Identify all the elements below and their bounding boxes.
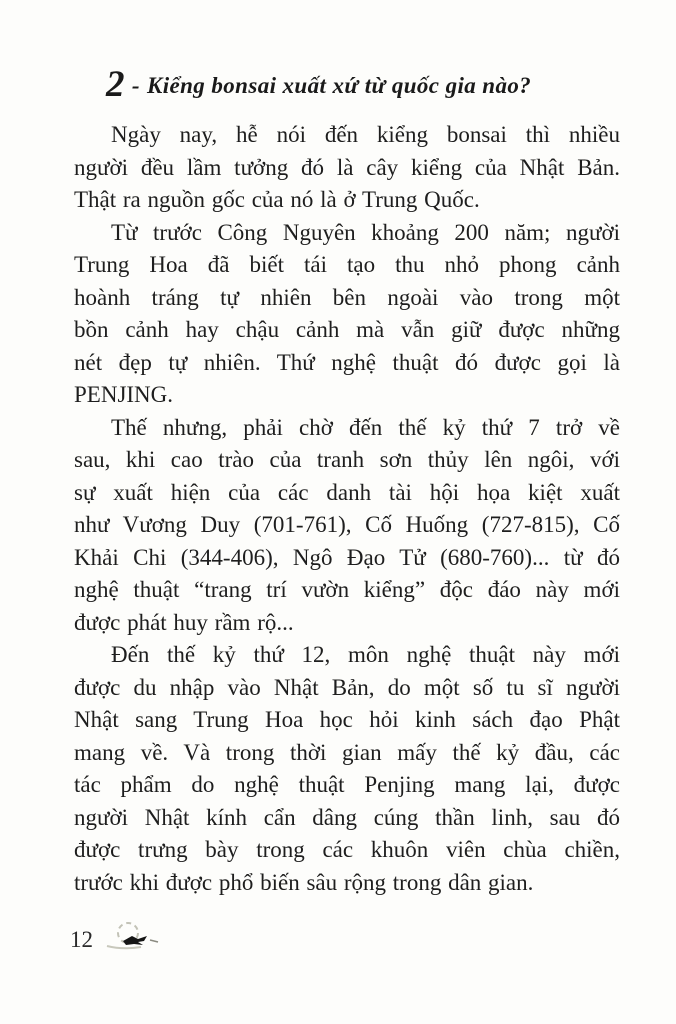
- text-line: được trưng bày trong các khuôn viên chùa chiền,: [74, 837, 620, 862]
- body-text: [74, 119, 620, 899]
- text-line: nghệ thuật “trang trí vườn kiểng” độc đáo này mới: [74, 577, 620, 602]
- text-line: Thế nhưng, phải chờ đến thế kỷ thứ 7 trở về: [111, 414, 620, 440]
- text-line: mang về. Và trong thời gian mấy thế kỷ đầu, các: [74, 739, 620, 765]
- text-line: Nhật sang Trung Hoa học hỏi kinh sách đạo Phật: [74, 707, 620, 732]
- text-line: bồn cảnh hay chậu cảnh mà vẫn giữ được những: [74, 317, 620, 342]
- text-line: như Vương Duy (701-761), Cố Huống (727-815), Cố: [74, 512, 620, 537]
- text-line: Từ trước Công Nguyên khoảng 200 năm; người: [111, 219, 620, 245]
- text-line: sau, khi cao trào của tranh sơn thủy lên ngôi, với: [74, 447, 620, 472]
- text-line: Thật ra nguồn gốc của nó là ở Trung Quốc.: [74, 187, 480, 212]
- text-line: sự xuất hiện của các danh tài hội họa kiệt xuất: [74, 479, 620, 505]
- text-line: trước khi được phổ biến sâu rộng trong dân gian.: [74, 869, 534, 895]
- section-heading: [106, 66, 586, 103]
- text-line: người Nhật kính cẩn dâng cúng thần linh, sau đó: [74, 804, 620, 830]
- text-line: nét đẹp tự nhiên. Thứ nghệ thuật đó được gọi là: [74, 349, 620, 375]
- text-line: được phát huy rầm rộ...: [74, 609, 294, 635]
- text-line: hoành tráng tự nhiên bên ngoài vào trong một: [74, 284, 620, 310]
- text-line: Khải Chi (344-406), Ngô Đạo Tử (680-760)... từ đó: [74, 544, 620, 570]
- heading-separator: -: [131, 73, 140, 98]
- text-line: Trung Hoa đã biết tái tạo thu nhỏ phong cảnh: [74, 252, 620, 277]
- text-line: được du nhập vào Nhật Bản, do một số tu sĩ người: [74, 674, 620, 700]
- section-title: Kiểng bonsai xuất xứ từ quốc gia nào?: [146, 73, 532, 98]
- text-line: tác phẩm do nghệ thuật Penjing mang lại, được: [74, 772, 620, 797]
- text-line: Đến thế kỷ thứ 12, môn nghệ thuật này mới: [111, 642, 620, 667]
- page-footer: [70, 920, 165, 959]
- section-number: 2: [106, 64, 125, 105]
- text-line: Ngày nay, hễ nói đến kiểng bonsai thì nhiều: [111, 122, 620, 147]
- text-line: PENJING.: [74, 382, 174, 407]
- ink-smudge-ornament-icon: [103, 920, 165, 959]
- text-line: người đều lầm tưởng đó là cây kiểng của Nhật Bản.: [74, 154, 620, 180]
- page-number: 12: [70, 926, 93, 952]
